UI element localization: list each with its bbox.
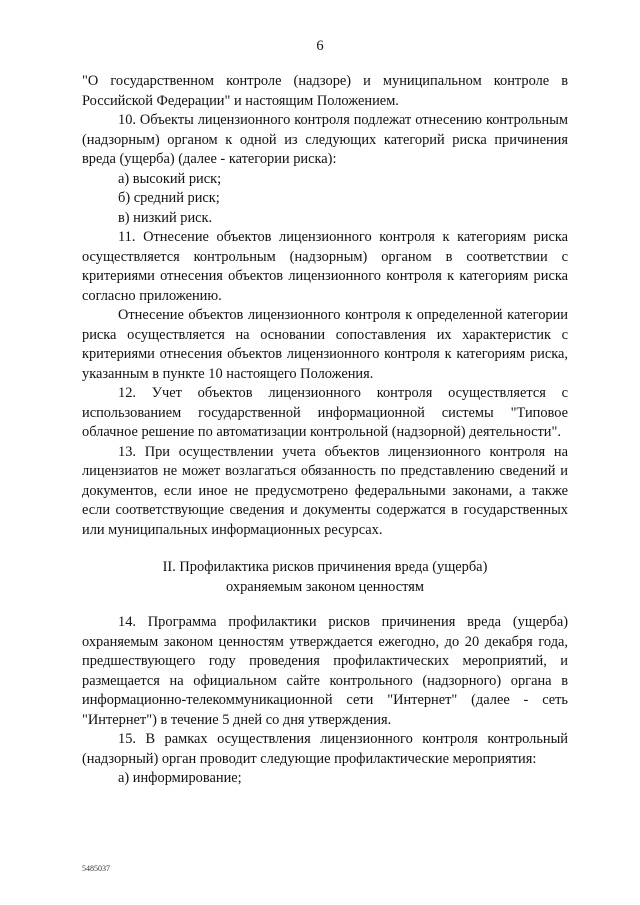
list-item-medium-risk: б) средний риск; (118, 190, 220, 206)
section-heading-line-1: II. Профилактика рисков причинения вреда (ущерба) (162, 559, 488, 575)
section-heading-line-2: охраняемым законом ценностям (226, 578, 424, 595)
list-item-low-risk: в) низкий риск. (118, 209, 213, 226)
list-item-informing: а) информирование; (118, 770, 242, 786)
paragraph-13: 13. При осуществлении учета объектов лицензионного контроля на лицензиатов не может возлагаться обязанность по представлению сведений и документов, если иное не предусмотрено федеральными законами, а также если соответствующие сведения и документы содержатся в государственных или муниципальных информационных ресурсах. (82, 443, 568, 538)
paragraph-14: 14. Программа профилактики рисков причинения вреда (ущерба) охраняемым законом ценностям утверждается ежегодно, до 20 декабря года, предшествующего году проведения профилактических мероприятий, и размещается на официальном сайте контрольного (надзорного) органа в информационно-телекоммуникационной сети "Интернет" (далее - сеть "Интернет") в течение 5 дней со дня утверждения. (82, 614, 568, 728)
paragraph-11-continued: Отнесение объектов лицензионного контроля к определенной категории риска осуществляется на основании сопоставления их характеристик с критериями отнесения объектов лицензионного контроля к категориям риска, указанным в пункте 10 настоящего Положения. (82, 307, 568, 382)
document-body (82, 72, 568, 789)
paragraph-12: 12. Учет объектов лицензионного контроля осуществляется с использованием государственной информационной системы "Типовое облачное решение по автоматизации контрольной (надзорной) деятельности". (82, 385, 568, 440)
paragraph-11: 11. Отнесение объектов лицензионного контроля к категориям риска осуществляется контрольным (надзорным) органом в соответствии с критериями отнесения объектов лицензионного контроля к категориям риска согласно приложению. (82, 229, 568, 304)
list-item-high-risk: а) высокий риск; (118, 170, 222, 187)
section-heading (82, 558, 568, 597)
paragraph-intro: "О государственном контроле (надзоре) и муниципальном контроле в Российской Федерации" и настоящим Положением. (82, 73, 568, 109)
paragraph-10: 10. Объекты лицензионного контроля подлежат отнесению контрольным (надзорным) органом к одной из следующих категорий риска причинения вреда (ущерба) (далее - категории риска): (82, 112, 568, 167)
page-number: 6 (316, 38, 324, 54)
document-code: 5485037 (82, 864, 110, 873)
paragraph-15: 15. В рамках осуществления лицензионного контроля контрольный (надзорный) орган проводит следующие профилактические мероприятия: (82, 731, 568, 767)
